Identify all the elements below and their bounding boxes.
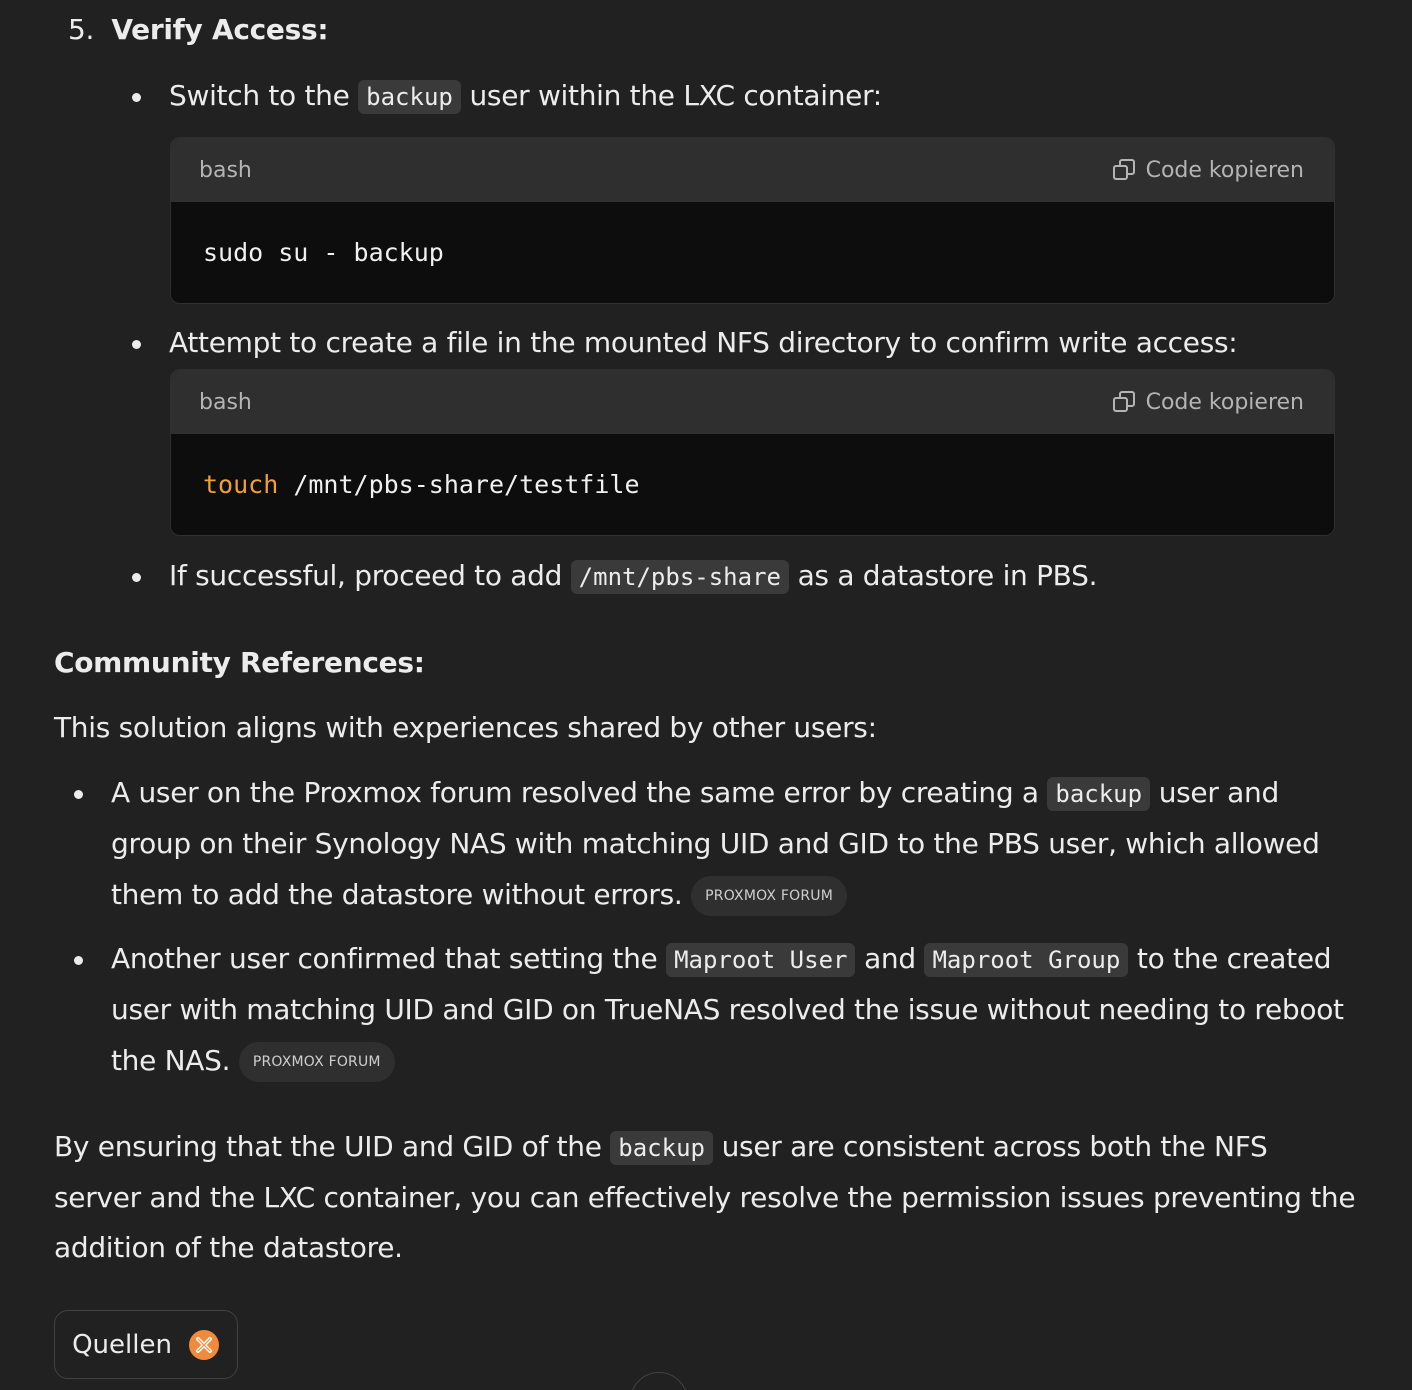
bullet-dot bbox=[132, 573, 141, 582]
list-item-ref1-line2: group on their Synology NAS with matching UID and GID to the PBS user, which allowed bbox=[111, 827, 1320, 860]
inline-code: Maproot Group bbox=[924, 943, 1128, 977]
code-content bbox=[171, 202, 1334, 303]
text: Another user confirmed that setting the bbox=[111, 942, 658, 975]
source-badge[interactable]: PROXMOX FORUM bbox=[239, 1042, 395, 1082]
text: Switch to the bbox=[169, 79, 350, 112]
source-badge[interactable]: PROXMOX FORUM bbox=[691, 876, 847, 916]
copy-icon bbox=[1112, 158, 1136, 182]
list-item-ref2-line1 bbox=[111, 941, 1331, 977]
bullet-dot bbox=[132, 340, 141, 349]
text: user within the LXC container: bbox=[469, 79, 882, 112]
bullet-dot bbox=[74, 956, 83, 965]
text: them to add the datastore without errors. bbox=[111, 878, 683, 911]
code-keyword: touch bbox=[203, 470, 279, 499]
list-item-ref2-line3 bbox=[111, 1042, 395, 1082]
text: By ensuring that the UID and GID of the bbox=[54, 1130, 602, 1163]
step-heading bbox=[68, 12, 328, 48]
code-text: sudo su - backup bbox=[203, 238, 444, 267]
conclusion-line3: addition of the datastore. bbox=[54, 1231, 403, 1264]
code-block bbox=[170, 369, 1335, 536]
list-item-ref1-line1 bbox=[111, 775, 1279, 811]
text: and bbox=[864, 942, 916, 975]
inline-code: /mnt/pbs-share bbox=[571, 560, 789, 594]
step-title: Verify Access: bbox=[111, 13, 329, 46]
inline-code: backup bbox=[1047, 777, 1150, 811]
inline-code: backup bbox=[610, 1131, 713, 1165]
scroll-down-button[interactable] bbox=[630, 1372, 688, 1390]
copy-label: Code kopieren bbox=[1145, 157, 1304, 183]
section-heading: Community References: bbox=[54, 646, 425, 679]
close-circle-icon bbox=[188, 1329, 220, 1361]
inline-code: backup bbox=[358, 80, 461, 114]
conclusion-line1 bbox=[54, 1129, 1267, 1165]
code-content bbox=[171, 434, 1334, 535]
copy-code-button[interactable] bbox=[1112, 390, 1304, 415]
bullet-dot bbox=[132, 93, 141, 102]
copy-label: Code kopieren bbox=[1145, 389, 1304, 415]
text: If successful, proceed to add bbox=[169, 559, 563, 592]
code-text: /mnt/pbs-share/testfile bbox=[278, 470, 640, 499]
sources-button[interactable] bbox=[54, 1310, 238, 1379]
code-block-header bbox=[171, 138, 1334, 202]
text: user are consistent across both the NFS bbox=[721, 1130, 1268, 1163]
paragraph: This solution aligns with experiences shared by other users: bbox=[54, 711, 877, 744]
copy-icon bbox=[1112, 390, 1136, 414]
code-block-header bbox=[171, 370, 1334, 434]
text: to the created bbox=[1136, 942, 1332, 975]
text: as a datastore in PBS. bbox=[797, 559, 1098, 592]
text: the NAS. bbox=[111, 1044, 231, 1077]
step-number: 5. bbox=[68, 13, 95, 46]
code-language: bash bbox=[199, 157, 252, 183]
sources-label: Quellen bbox=[72, 1329, 172, 1360]
list-item-ref2-line2: user with matching UID and GID on TrueNAS resolved the issue without needing to reboot bbox=[111, 993, 1344, 1026]
text: A user on the Proxmox forum resolved the same error by creating a bbox=[111, 776, 1039, 809]
bullet-dot bbox=[74, 790, 83, 799]
copy-code-button[interactable] bbox=[1112, 158, 1304, 183]
list-item-attempt: Attempt to create a file in the mounted NFS directory to confirm write access: bbox=[169, 326, 1238, 359]
code-block bbox=[170, 137, 1335, 304]
inline-code: Maproot User bbox=[666, 943, 855, 977]
conclusion-line2: server and the LXC container, you can effectively resolve the permission issues preventing the bbox=[54, 1181, 1356, 1214]
text: user and bbox=[1158, 776, 1279, 809]
code-language: bash bbox=[199, 389, 252, 415]
list-item-ref1-line3 bbox=[111, 876, 847, 916]
list-item-switch bbox=[169, 78, 882, 114]
list-item-success bbox=[169, 558, 1097, 594]
